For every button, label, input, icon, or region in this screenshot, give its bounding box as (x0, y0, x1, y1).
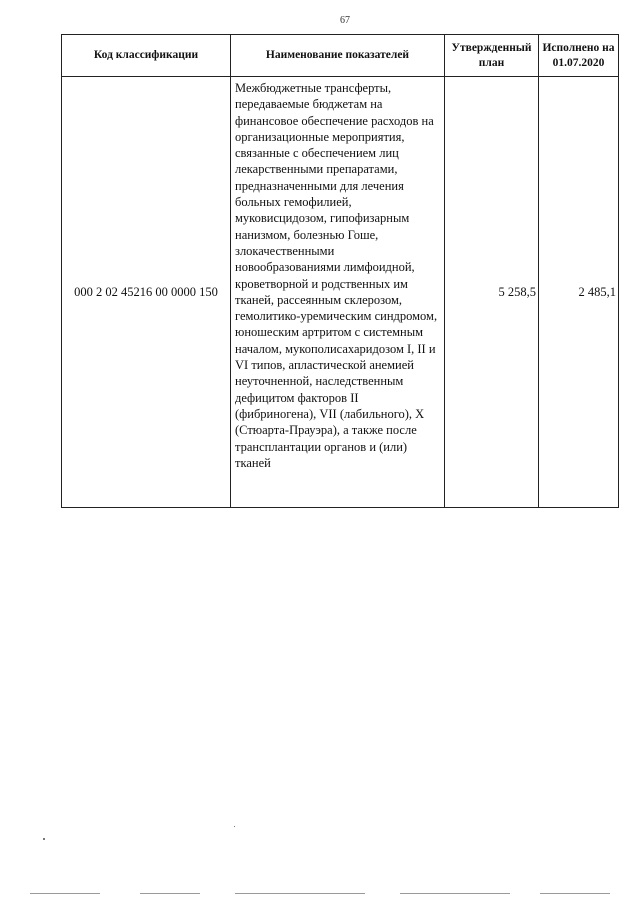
name-line: связанные с обеспечением лиц (235, 146, 399, 161)
name-line: финансовое обеспечение расходов на (235, 113, 434, 128)
budget-table (61, 34, 619, 508)
cell-code: 000 2 02 45216 00 0000 150 (62, 77, 231, 508)
name-line: лекарственными препаратами, (235, 162, 398, 177)
header-executed-line2: 01.07.2020 (552, 56, 605, 69)
name-line: тканей, рассеянным склерозом, (235, 292, 403, 307)
name-line: (Стюарта-Прауэра), а также после (235, 423, 417, 438)
header-code-label: Код классификации (93, 49, 199, 61)
name-line: злокачественными (235, 243, 335, 258)
scan-edge-mark (235, 893, 365, 894)
name-line: началом, мукополисахаридозом I, II и (235, 341, 436, 356)
scan-edge-mark (140, 893, 200, 894)
name-line: передаваемые бюджетам на (235, 97, 383, 112)
header-plan-line1: Утвержденный (451, 41, 532, 54)
scan-edge-mark (540, 893, 610, 894)
name-line: организационные мероприятия, (235, 129, 405, 144)
name-line: муковисцидозом, гипофизарным (235, 211, 410, 226)
name-line: трансплантации органов и (или) (235, 439, 408, 454)
header-plan-line2: план (478, 56, 505, 69)
scan-edge-mark (400, 893, 510, 894)
name-line: Межбюджетные трансферты, (235, 81, 392, 95)
name-line: юношеским артритом с системным (235, 325, 424, 340)
header-code (62, 35, 231, 77)
name-line: новообразованиями лимфоидной, (235, 260, 415, 275)
table-header-row (62, 35, 619, 77)
name-line: тканей (235, 455, 271, 470)
cell-executed: 2 485,1 (539, 77, 619, 508)
scan-edge-mark (30, 893, 100, 894)
cell-name (231, 77, 445, 508)
header-plan (445, 35, 539, 77)
header-executed (539, 35, 619, 77)
name-line: неуточненной, наследственным (235, 374, 404, 389)
name-line: кроветворной и родственных им (235, 276, 408, 291)
name-line: нанизмом, болезнью Гоше, (235, 227, 379, 242)
table-row (62, 77, 619, 508)
header-name-label: Наименование показателей (265, 49, 410, 61)
name-line: дефицитом факторов II (235, 390, 359, 405)
name-line: гемолитико-уремическим синдромом, (235, 309, 438, 324)
cell-plan: 5 258,5 (445, 77, 539, 508)
header-name (231, 35, 445, 77)
header-executed-line1: Исполнено на (542, 41, 615, 54)
scan-speck (43, 838, 45, 840)
name-line: VI типов, апластической анемией (235, 358, 414, 373)
name-line: (фибриногена), VII (лабильного), X (235, 406, 425, 421)
name-line: больных гемофилией, (235, 195, 352, 210)
scan-speck (234, 826, 235, 827)
name-line: предназначенными для лечения (235, 178, 404, 193)
page-number: 67 (340, 15, 350, 26)
